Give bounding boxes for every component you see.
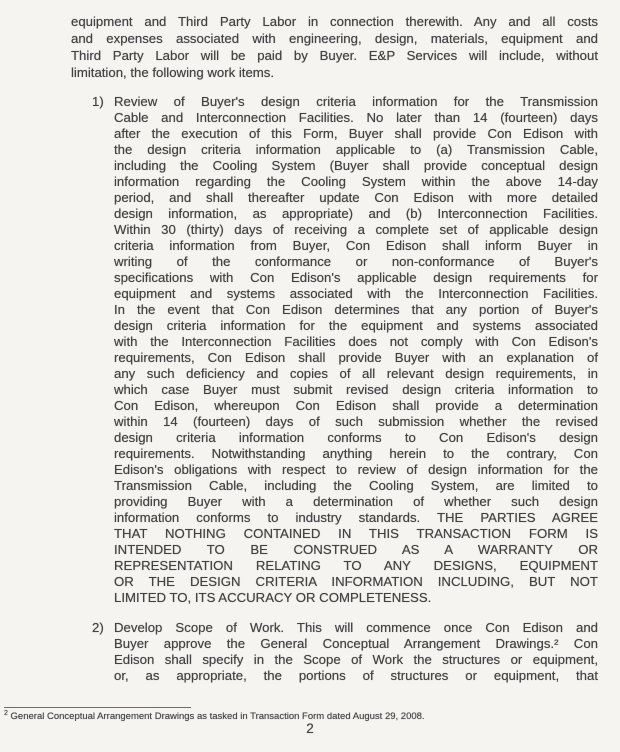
text-line: after the execution of this Form, Buyer shall provide Con Edison with <box>114 126 598 141</box>
text-line: with the Interconnection Facilities does not comply with Con Edison's <box>114 334 598 349</box>
text-line: providing Buyer with a determination of whether such design <box>114 494 598 509</box>
text-line: design information, as appropriate) and (b) Interconnection Facilities. <box>114 206 598 221</box>
text-line: Cable and Interconnection Facilities. No later than 14 (fourteen) days <box>114 110 598 125</box>
text-line: THAT NOTHING CONTAINED IN THIS TRANSACTION FORM IS <box>114 526 598 541</box>
footnote-divider <box>4 707 191 708</box>
text-line: information regarding the Cooling System within the above 14-day <box>114 174 598 189</box>
text-line: which case Buyer must submit revised design criteria information to <box>114 382 598 397</box>
text-line: Transmission Cable, including the Cooling System, are limited to <box>114 478 598 493</box>
text-line: any such deficiency and copies of all relevant design requirements, in <box>114 366 598 381</box>
footnote-marker: 2 <box>4 709 8 717</box>
text-line: LIMITED TO, ITS ACCURACY OR COMPLETENESS. <box>114 590 432 605</box>
text-line: Buyer approve the General Conceptual Arrangement Drawings.² Con <box>114 636 598 651</box>
text-line: information conforms to industry standards. THE PARTIES AGREE <box>114 510 598 525</box>
text-line: specifications with Con Edison's applicable design requirements for <box>114 270 598 285</box>
text-line: Develop Scope of Work. This will commence once Con Edison and <box>114 620 598 635</box>
text-line: criteria information from Buyer, Con Edison shall inform Buyer in <box>114 238 598 253</box>
list-item-2-body <box>114 620 598 684</box>
text-line: INTENDED TO BE CONSTRUED AS A WARRANTY OR <box>114 542 598 557</box>
list-item-1-body <box>114 94 598 606</box>
text-line: including the Cooling System (Buyer shall provide conceptual design <box>114 158 598 173</box>
text-line: OR THE DESIGN CRITERIA INFORMATION INCLUDING, BUT NOT <box>114 574 598 589</box>
text-line: equipment and systems associated with the Interconnection Facilities. <box>114 286 598 301</box>
list-item-1-marker: 1) <box>92 94 104 109</box>
text-line: Con Edison, whereupon Con Edison shall provide a determination <box>114 398 598 413</box>
list-item-2-marker: 2) <box>92 620 104 635</box>
text-line: requirements, Con Edison shall provide Buyer with an explanation of <box>114 350 598 365</box>
text-line: within 14 (fourteen) days of such submission whether the revised <box>114 414 598 429</box>
footnote-text: General Conceptual Arrangement Drawings as tasked in Transaction Form dated August 29, 2008. <box>7 711 425 722</box>
list-item-2 <box>92 620 598 684</box>
text-line: In the event that Con Edison determines that any portion of Buyer's <box>114 302 598 317</box>
text-line: Review of Buyer's design criteria information for the Transmission <box>114 94 598 109</box>
text-line: Edison shall specify in the Scope of Work the structures or equipment, <box>114 652 598 667</box>
text-line: Within 30 (thirty) days of receiving a complete set of applicable design <box>114 222 598 237</box>
text-line: writing of the conformance or non-conformance of Buyer's <box>114 254 598 269</box>
text-line: Third Party Labor will be paid by Buyer. E&P Services will include, without <box>71 48 598 63</box>
text-line: REPRESENTATION RELATING TO ANY DESIGNS, EQUIPMENT <box>114 558 598 573</box>
text-line: requirements. Notwithstanding anything herein to the contrary, Con <box>114 446 598 461</box>
list-item-1 <box>92 94 598 606</box>
text-line: or, as appropriate, the portions of structures or equipment, that <box>114 668 598 683</box>
text-line: the design criteria information applicable to (a) Transmission Cable, <box>114 142 598 157</box>
intro-paragraph <box>71 13 598 81</box>
text-line: equipment and Third Party Labor in connection therewith. Any and all costs <box>71 14 598 29</box>
text-line: limitation, the following work items. <box>71 65 275 80</box>
text-line: design criteria information for the equipment and systems associated <box>114 318 598 333</box>
text-line: period, and shall thereafter update Con Edison with more detailed <box>114 190 598 205</box>
text-line: Edison's obligations with respect to review of design information for the <box>114 462 598 477</box>
text-line: design criteria information conforms to Con Edison's design <box>114 430 598 445</box>
text-line: and expenses associated with engineering, design, materials, equipment and <box>71 31 598 46</box>
page-number: 2 <box>306 721 314 736</box>
